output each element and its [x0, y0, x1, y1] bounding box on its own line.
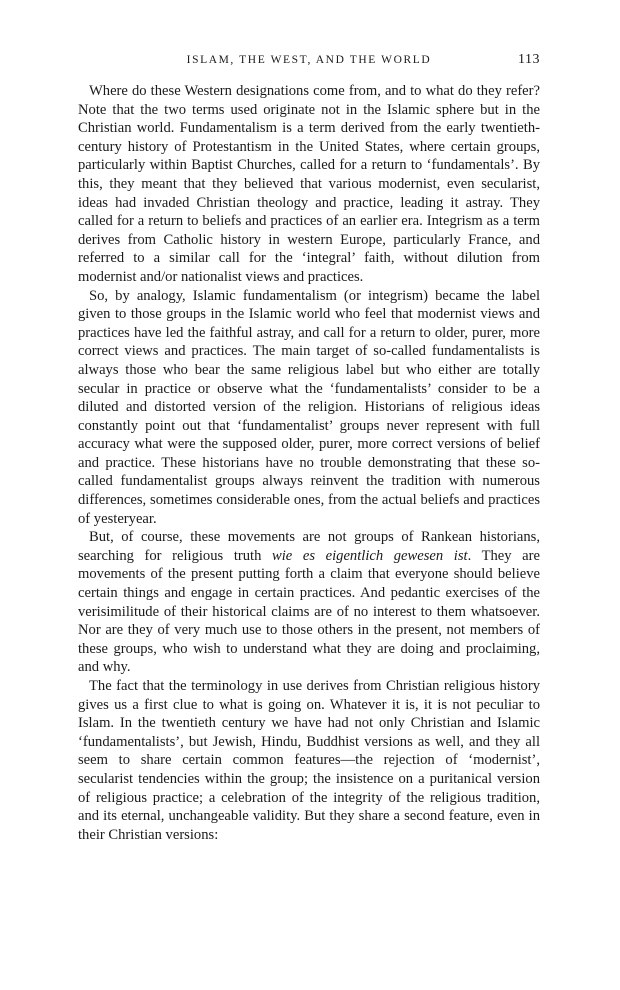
running-head [78, 52, 540, 70]
german-phrase: wie es eigentlich gewesen ist [271, 547, 468, 564]
paragraph-1: Where do these Western designations come from, and to what do they refer? Note that the two terms used originate not in the Islamic sphere but in the Christian world. Fundamentalism is a term derived from the early twentieth-century history of Protestantism in the United States, where certain groups, particularly within Baptist Churches, called for a return to ‘fundamentals’. By this, they meant that they believed that various modernist, even secularist, ideas had invaded Christian theology and practice, leading it astray. They called for a return to beliefs and practices of an earlier era. Integrism as a term derives from Catholic history in western Europe, particularly France, and referred to a similar call for the ‘integral’ faith, without dilution from modernist and/or nationalist views and practices. [78, 83, 540, 285]
page-number: 113 [518, 52, 540, 67]
body-text [78, 82, 540, 844]
paragraph-2: So, by analogy, Islamic fundamentalism (or integrism) became the label given to those groups in the Islamic world who feel that modernist views and practices have led the faithful astray, and call for a return to older, purer, more correct views and practices. The main target of so-called fundamentalists is always those who bear the same religious label but who either are totally secular in practice or observe what the ‘fundamentalists’ consider to be a diluted and distorted version of the religion. Historians of religious ideas constantly point out that ‘fundamentalist’ groups never represent with full accuracy what were the supposed older, purer, more correct versions of belief and practice. These historians have no trouble demonstrating that these so-called fundamentalist groups always reinvent the tradition with numerous differences, sometimes considerable ones, from the actual beliefs and practices of yesteryear. [78, 287, 540, 527]
paragraph-4: The fact that the terminology in use derives from Christian religious history gives us a first clue to what is going on. Whatever it is, it is not peculiar to Islam. In the twentieth century we have had not only Christian and Islamic ‘fundamentalists’, but Jewish, Hindu, Buddhist versions as well, and they all seem to share certain common features—the rejection of ‘modernist’, secularist tendencies within the group; the insistence on a puritanical version of religious practice; a celebration of the integrity of the religious tradition, and its eternal, unchangeable validity. But they share a second feature, even in their Christian versions: [78, 678, 540, 843]
paragraph-3 [78, 528, 540, 677]
paragraph-3-text-after: . They are movements of the present putting forth a claim that everyone should believe certain things and engage in certain practices. And pedantic exercises of the verisimilitude of their historical claims are of no interest to them whatsoever. Nor are they of very much use to those others in the present, not members of these groups, who wish to understand what they are doing and proclaiming, and why. [78, 547, 540, 676]
paragraph-3-text-before: But, of course, these movements are not groups of Rankean historians, searching for religious truth [78, 529, 540, 564]
running-title: ISLAM, THE WEST, AND THE WORLD [186, 54, 432, 66]
